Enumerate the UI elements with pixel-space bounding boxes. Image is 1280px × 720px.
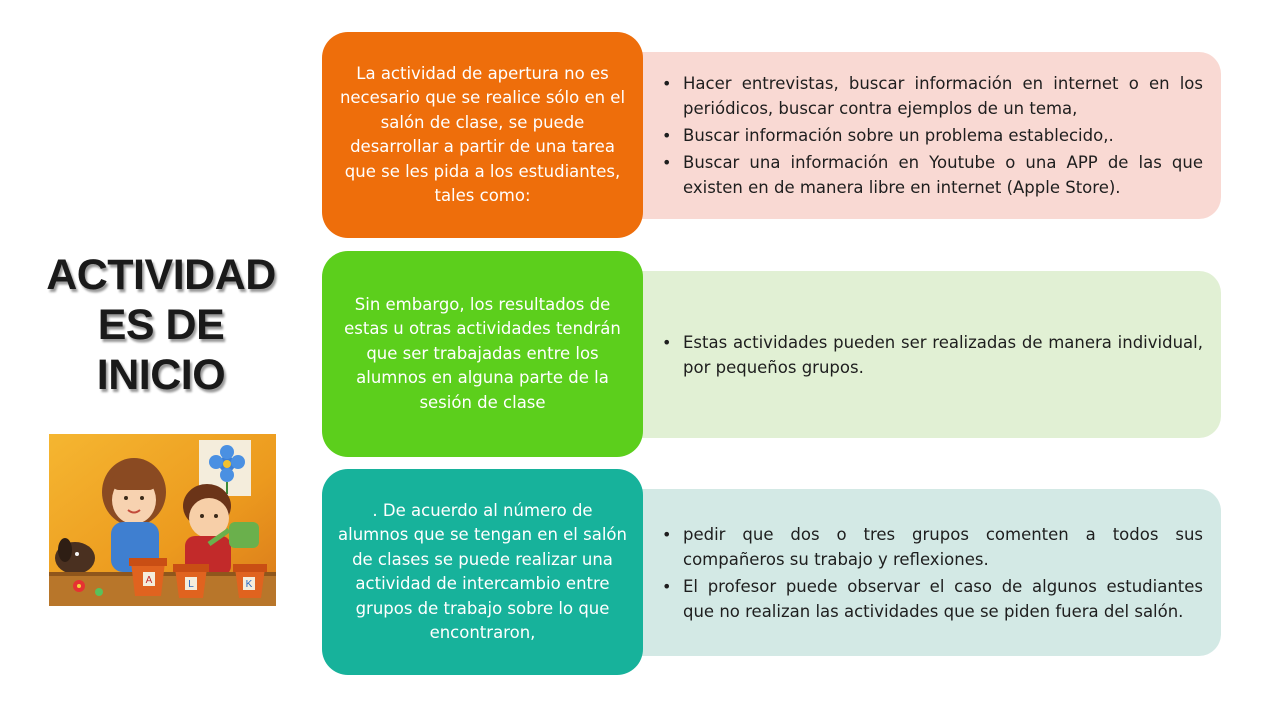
bullet-icon: •: [662, 126, 672, 145]
pot-letter-k: K: [245, 579, 253, 590]
intro-box-3: [322, 469, 643, 675]
bullet-icon: •: [662, 524, 672, 544]
bullet-icon: •: [662, 74, 672, 93]
bullet-icon: •: [662, 576, 672, 596]
intro-text-1: La actividad de apertura no es necesario que se realice sólo en el salón de clase, se puede desarrollar a partir de una tarea que se les pida a los estudiantes, tales como:: [339, 63, 626, 205]
bullet-list-3: [662, 520, 1203, 626]
bullet-icon: •: [662, 153, 672, 172]
title-line-2: ES DE: [97, 301, 225, 349]
children-planting-illustration: [49, 434, 276, 606]
bullet-item: • Estas actividades pueden ser realizadas de manera individual, por pequeños grupos.: [662, 330, 1203, 380]
bullet-item: • Hacer entrevistas, buscar información en internet o en los periódicos, buscar contra ejemplos de un tema,: [662, 71, 1203, 121]
intro-text-3: . De acuerdo al número de alumnos que se tengan en el salón de clases se puede realizar una actividad de intercambio entre grupos de trabajo sobre lo que encontraron,: [338, 500, 627, 642]
pot-letter-a: A: [145, 575, 153, 586]
bullet-item: • Buscar una información en Youtube o una APP de las que existen en de manera libre en internet (Apple Store).: [662, 150, 1203, 200]
intro-box-1: [322, 32, 643, 238]
intro-box-2: [322, 251, 643, 457]
title-line-1: ACTIVIDAD: [46, 251, 276, 299]
bullet-list-2: [662, 328, 1203, 382]
bullet-icon: •: [662, 332, 672, 352]
bullet-item: • Buscar información sobre un problema establecido,.: [662, 123, 1203, 148]
intro-text-2: Sin embargo, los resultados de estas u otras actividades tendrán que ser trabajadas entre los alumnos en alguna parte de la sesión de clase: [344, 294, 621, 412]
bullet-list-1: [662, 69, 1203, 202]
pot-letter-l: L: [188, 579, 194, 590]
bullet-item: • pedir que dos o tres grupos comenten a todos sus compañeros su trabajo y reflexiones.: [662, 522, 1203, 572]
title-line-3: INICIO: [96, 351, 226, 399]
bullet-item: • El profesor puede observar el caso de algunos estudiantes que no realizan las actividades que se piden fuera del salón.: [662, 574, 1203, 624]
page-title: [30, 250, 292, 400]
